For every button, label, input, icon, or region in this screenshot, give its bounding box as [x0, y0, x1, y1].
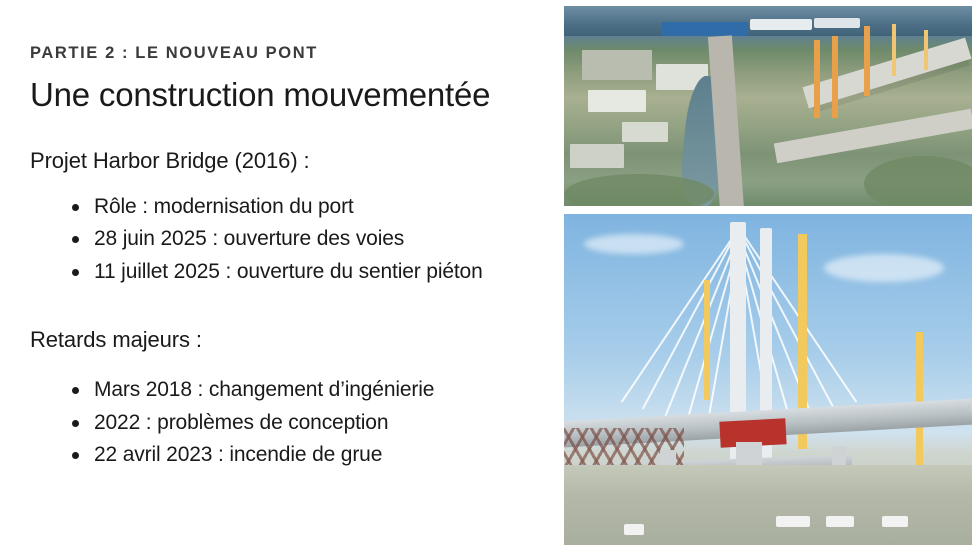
subheading-delays: Retards majeurs : [30, 327, 202, 353]
page-title: Une construction mouvementée [30, 76, 491, 113]
warehouse [588, 90, 646, 112]
construction-crane [924, 30, 928, 70]
aerial-port-construction-photo [564, 6, 972, 206]
bridge-pylon [864, 26, 870, 96]
vegetation [564, 174, 714, 206]
vehicle [826, 516, 854, 527]
list-item: Mars 2018 : changement d’ingénierie [72, 375, 530, 405]
bullet-list-project [30, 192, 530, 287]
vegetation [864, 156, 972, 206]
vehicle [882, 516, 908, 527]
section-eyebrow: PARTIE 2 : LE NOUVEAU PONT [30, 44, 318, 62]
vehicle [776, 516, 810, 527]
cable-stayed-bridge-photo [564, 214, 972, 545]
bridge-pylon [814, 40, 820, 118]
construction-crane [704, 280, 710, 400]
bullet-list-delays [30, 375, 530, 470]
stay-cable [663, 234, 740, 420]
bridge-pylon [832, 36, 838, 118]
list-item: Rôle : modernisation du port [72, 192, 530, 222]
warehouse [570, 144, 624, 168]
cargo-ship [662, 22, 748, 36]
aerial-photo-art [564, 6, 972, 206]
photo-column [560, 0, 980, 551]
bridge-deck-segment [802, 38, 971, 109]
list-item: 11 juillet 2025 : ouverture du sentier piéton [72, 257, 530, 287]
cargo-ship [750, 19, 812, 30]
construction-crane [892, 24, 896, 76]
list-item: 22 avril 2023 : incendie de grue [72, 440, 530, 470]
vehicle [624, 524, 644, 535]
list-item: 28 juin 2025 : ouverture des voies [72, 224, 530, 254]
cargo-ship [814, 18, 860, 28]
subheading-project: Projet Harbor Bridge (2016) : [30, 147, 310, 173]
cloud [824, 254, 944, 282]
bridge-photo-art [564, 214, 972, 545]
warehouse [582, 50, 652, 80]
bridge-deck-segment [774, 109, 972, 163]
list-item: 2022 : problèmes de conception [72, 408, 530, 438]
warehouse [622, 122, 668, 142]
cloud [584, 234, 684, 254]
